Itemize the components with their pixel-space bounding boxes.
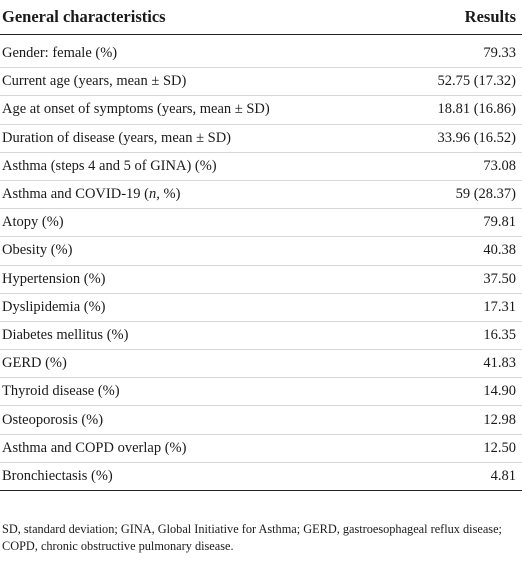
row-label: Asthma and COPD overlap (%) [0, 434, 388, 462]
table-row [0, 96, 522, 124]
table-row [0, 378, 522, 406]
row-value: 73.08 [388, 152, 522, 180]
row-label-suffix: , %) [156, 186, 181, 203]
table-footnote: SD, standard deviation; GINA, Global Initiative for Asthma; GERD, gastroesophageal reflux disease; COPD, chronic obstructive pulmonary disease. [2, 522, 502, 553]
table-row [0, 209, 522, 237]
row-label: Dyslipidemia (%) [0, 293, 388, 321]
row-label: Obesity (%) [0, 237, 388, 265]
row-value: 52.75 (17.32) [388, 68, 522, 96]
table-row [0, 68, 522, 96]
row-value: 14.90 [388, 378, 522, 406]
row-value: 18.81 (16.86) [388, 96, 522, 124]
table-row [0, 237, 522, 265]
table-row [0, 434, 522, 462]
table-row [0, 152, 522, 180]
row-value: 59 (28.37) [388, 180, 522, 208]
row-label: Atopy (%) [0, 209, 388, 237]
table-row [0, 406, 522, 434]
header-results: Results [388, 0, 522, 35]
header-general-characteristics: General characteristics [0, 0, 388, 35]
table-header [0, 0, 522, 35]
row-value: 16.35 [388, 321, 522, 349]
row-value: 12.50 [388, 434, 522, 462]
table-row [0, 124, 522, 152]
row-label: Hypertension (%) [0, 265, 388, 293]
table-row [0, 265, 522, 293]
row-label: Osteoporosis (%) [0, 406, 388, 434]
row-value: 79.81 [388, 209, 522, 237]
row-value: 40.38 [388, 237, 522, 265]
row-label: GERD (%) [0, 350, 388, 378]
row-label-italic-n: n [149, 186, 157, 203]
row-label: Bronchiectasis (%) [0, 462, 388, 490]
row-label: Thyroid disease (%) [0, 378, 388, 406]
row-label: Diabetes mellitus (%) [0, 321, 388, 349]
table-row [0, 35, 522, 68]
table-row [0, 462, 522, 490]
header-row [0, 0, 522, 35]
row-label: Current age (years, mean ± SD) [0, 68, 388, 96]
row-value: 12.98 [388, 406, 522, 434]
row-label: Asthma (steps 4 and 5 of GINA) (%) [0, 152, 388, 180]
table-row [0, 293, 522, 321]
row-value: 37.50 [388, 265, 522, 293]
row-label: Duration of disease (years, mean ± SD) [0, 124, 388, 152]
row-value: 33.96 (16.52) [388, 124, 522, 152]
table-row [0, 350, 522, 378]
table-row [0, 321, 522, 349]
table-row [0, 180, 522, 208]
row-label: Age at onset of symptoms (years, mean ± SD) [0, 96, 388, 124]
row-value: 41.83 [388, 350, 522, 378]
row-value: 4.81 [388, 462, 522, 490]
table-body [0, 35, 522, 491]
row-value: 79.33 [388, 35, 522, 68]
row-label: Gender: female (%) [0, 35, 388, 68]
row-label [0, 180, 388, 208]
row-label-prefix: Asthma and COVID-19 ( [2, 186, 149, 203]
row-value: 17.31 [388, 293, 522, 321]
